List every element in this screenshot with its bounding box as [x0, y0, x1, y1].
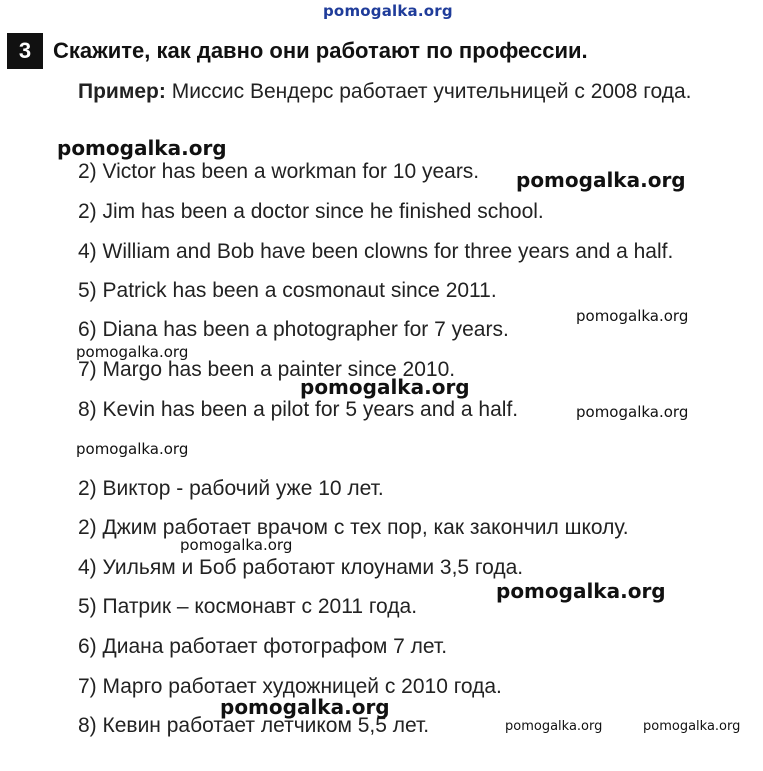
watermark: pomogalka.org	[643, 719, 741, 734]
english-answer-1: 2) Victor has been a workman for 10 years.	[78, 160, 480, 183]
watermark: pomogalka.org	[220, 695, 390, 719]
watermark: pomogalka.org	[516, 168, 686, 192]
watermark: pomogalka.org	[76, 343, 189, 361]
english-answer-6: 7) Margo has been a painter since 2010.	[78, 358, 456, 381]
english-answer-3: 4) William and Bob have been clowns for three years and a half.	[78, 240, 674, 263]
watermark: pomogalka.org	[180, 536, 293, 554]
task-title: Скажите, как давно они работают по профессии.	[53, 38, 588, 63]
site-header: pomogalka.org	[323, 2, 453, 20]
watermark: pomogalka.org	[57, 136, 227, 160]
english-answer-7: 8) Kevin has been a pilot for 5 years and a half.	[78, 398, 519, 421]
watermark: pomogalka.org	[300, 375, 470, 399]
russian-answer-6: 7) Марго работает художницей с 2010 года.	[78, 675, 502, 698]
english-answer-5: 6) Diana has been a photographer for 7 years.	[78, 318, 509, 341]
english-answer-2: 2) Jim has been a doctor since he finished school.	[78, 200, 544, 223]
watermark: pomogalka.org	[496, 579, 666, 603]
watermark: pomogalka.org	[576, 403, 689, 421]
task-number-badge: 3	[7, 33, 43, 69]
watermark: pomogalka.org	[76, 440, 189, 458]
russian-answer-2: 2) Джим работает врачом с тех пор, как закончил школу.	[78, 516, 629, 539]
example-line	[78, 80, 692, 104]
russian-answer-4: 5) Патрик – космонавт с 2011 года.	[78, 595, 418, 618]
russian-answer-1: 2) Виктор - рабочий уже 10 лет.	[78, 477, 384, 500]
watermark: pomogalka.org	[505, 719, 603, 734]
example-label: Пример:	[78, 80, 166, 103]
russian-answer-5: 6) Диана работает фотографом 7 лет.	[78, 635, 448, 658]
russian-answer-7: 8) Кевин работает летчиком 5,5 лет.	[78, 714, 430, 737]
russian-answer-3: 4) Уильям и Боб работают клоунами 3,5 года.	[78, 556, 524, 579]
example-text: Миссис Вендерс работает учительницей с 2008 года.	[165, 80, 692, 103]
watermark: pomogalka.org	[576, 307, 689, 325]
english-answer-4: 5) Patrick has been a cosmonaut since 2011.	[78, 279, 497, 302]
